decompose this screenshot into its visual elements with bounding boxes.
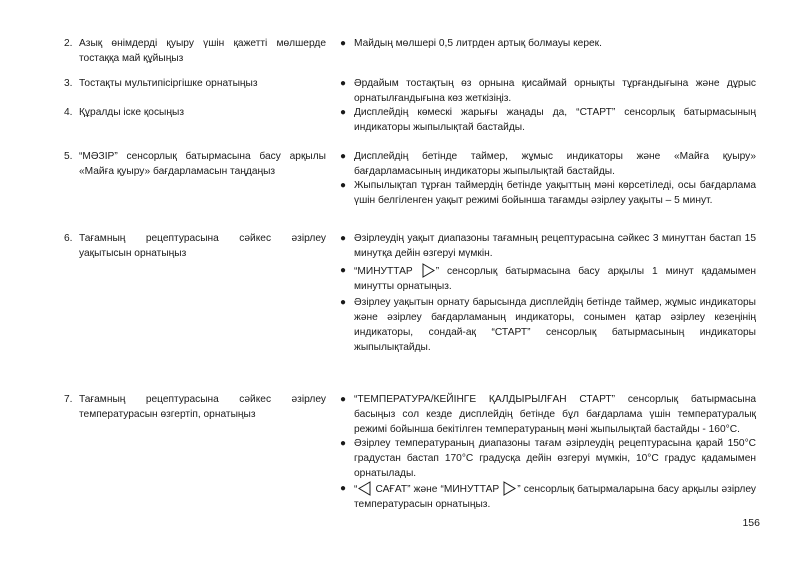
step-3 <box>64 76 326 91</box>
note-text-part: ” сенсорлық батырмасына басу арқылы 1 минут қадамымен минутты орнатыңыз. <box>354 266 757 292</box>
step-4 <box>64 105 326 120</box>
bullet-icon: ● <box>340 107 347 118</box>
note-program-indicator <box>340 149 756 179</box>
step-7 <box>64 392 326 422</box>
note-text: Әзірлеу температураның диапазоны тағам әзірлеудің рецептурасына қарай 150°С градустан бастап 170°С градусқа дейін өзгеруі мүмкін, 10°С градус қадамымен орнатылады. <box>354 438 756 479</box>
note-temperature-button <box>340 392 756 437</box>
step-text: Құралды іске қосыңыз <box>79 107 184 118</box>
bullet-icon: ● <box>340 180 347 191</box>
step-number: 5. <box>64 151 73 162</box>
step-text: “МӘЗІР” сенсорлық батырмасына басу арқылы «Майға қуыру» бағдарламасын таңдаңыз <box>79 151 326 177</box>
note-text: Әзірлеудің уақыт диапазоны тағамның рецептурасына сәйкес 3 минуттан бастап 15 минутқа дейін өзгеруі мүмкін. <box>354 233 756 259</box>
step-text: Тостақты мультипісіргішке орнатыңыз <box>79 78 258 89</box>
note-text-part: “ <box>354 484 358 495</box>
step-number: 3. <box>64 78 73 89</box>
bullet-icon: ● <box>340 151 347 162</box>
bullet-icon: ● <box>340 265 347 276</box>
note-minutes-button <box>340 263 756 294</box>
bullet-icon: ● <box>340 38 347 49</box>
bullet-icon: ● <box>340 438 347 449</box>
bullet-icon: ● <box>340 394 347 405</box>
note-text: Дисплейдің бетінде таймер, жұмыс индикаторы және «Майға қуыру» бағдарламасының индикаторы жыпылықтай бастайды. <box>354 151 756 177</box>
bullet-icon: ● <box>340 297 347 308</box>
note-display-backlight <box>340 105 756 135</box>
bullet-icon: ● <box>340 78 347 89</box>
note-text: Жыпылықтап тұрған таймердің бетінде уақыттың мәні көрсетіледі, осы бағдарлама үшін белгіленген уақыт режимі бойынша тағамды әзірлеу уақыты – 5 минут. <box>354 180 756 206</box>
note-display-during-setting <box>340 295 756 355</box>
note-text <box>354 263 756 294</box>
note-time-range <box>340 231 756 261</box>
note-bowl-position <box>340 76 756 106</box>
note-oil-amount <box>340 36 756 51</box>
note-text-part: ” сенсорлық батырмаларына басу арқылы әзірлеу температурасын орнатыңыз. <box>354 484 756 510</box>
note-text-part: “МИНУТТАР <box>354 266 421 277</box>
step-number: 2. <box>64 38 73 49</box>
step-5 <box>64 149 326 179</box>
play-right-icon <box>503 481 516 496</box>
note-text: Майдың мөлшері 0,5 литрден артық болмауы керек. <box>354 38 602 49</box>
page-number: 156 <box>742 517 760 529</box>
step-text: Тағамның рецептурасына сәйкес әзірлеу температурасын өзгертіп, орнатыңыз <box>79 394 326 420</box>
bullet-icon: ● <box>340 483 347 494</box>
step-number: 6. <box>64 233 73 244</box>
note-text: Әзірлеу уақытын орнату барысында дисплейдің бетінде таймер, жұмыс индикаторы және әзірлеу бағдарламаның индикаторы, сонымен қатар әзірлеу кезеңінің индикаторы, сондай-ақ “СТАРТ” сенсорлық батырмасының индикаторы жыпылықтайды. <box>354 297 756 353</box>
step-number: 7. <box>64 394 73 405</box>
play-left-icon <box>358 481 371 496</box>
note-text: Дисплейдің көмескі жарығы жаңады да, “СТАРТ” сенсорлық батырмасының индикаторы жыпылықтай бастайды. <box>354 107 756 133</box>
note-default-time <box>340 178 756 208</box>
step-text: Азық өнімдерді қуыру үшін қажетті мөлшерде тостаққа май құйыңыз <box>79 38 326 64</box>
play-right-icon <box>422 263 435 278</box>
step-number: 4. <box>64 107 73 118</box>
note-hour-minute-buttons <box>340 481 756 512</box>
note-text: Әрдайым тостақтың өз орнына қисаймай орнықты тұрғандығына және дұрыс орнатылғандығына көз жеткізіңіз. <box>354 78 756 104</box>
step-text: Тағамның рецептурасына сәйкес әзірлеу уақытысын орнатыңыз <box>79 233 326 259</box>
note-text <box>354 481 756 512</box>
bullet-icon: ● <box>340 233 347 244</box>
note-text-part: САҒАТ” және “МИНУТТАР <box>372 484 503 495</box>
note-text: “ТЕМПЕРАТУРА/КЕЙІНГЕ ҚАЛДЫРЫЛҒАН СТАРТ” сенсорлық батырмасына басыңыз сол кезде дисплейдің бетінде бұл бағдарлама үшін температуралық режимі бойынша бекітілген температураның мәні жыпылықтай бастайды - 160°С. <box>354 394 756 435</box>
step-6 <box>64 231 326 261</box>
note-temperature-range <box>340 436 756 481</box>
step-2 <box>64 36 326 66</box>
